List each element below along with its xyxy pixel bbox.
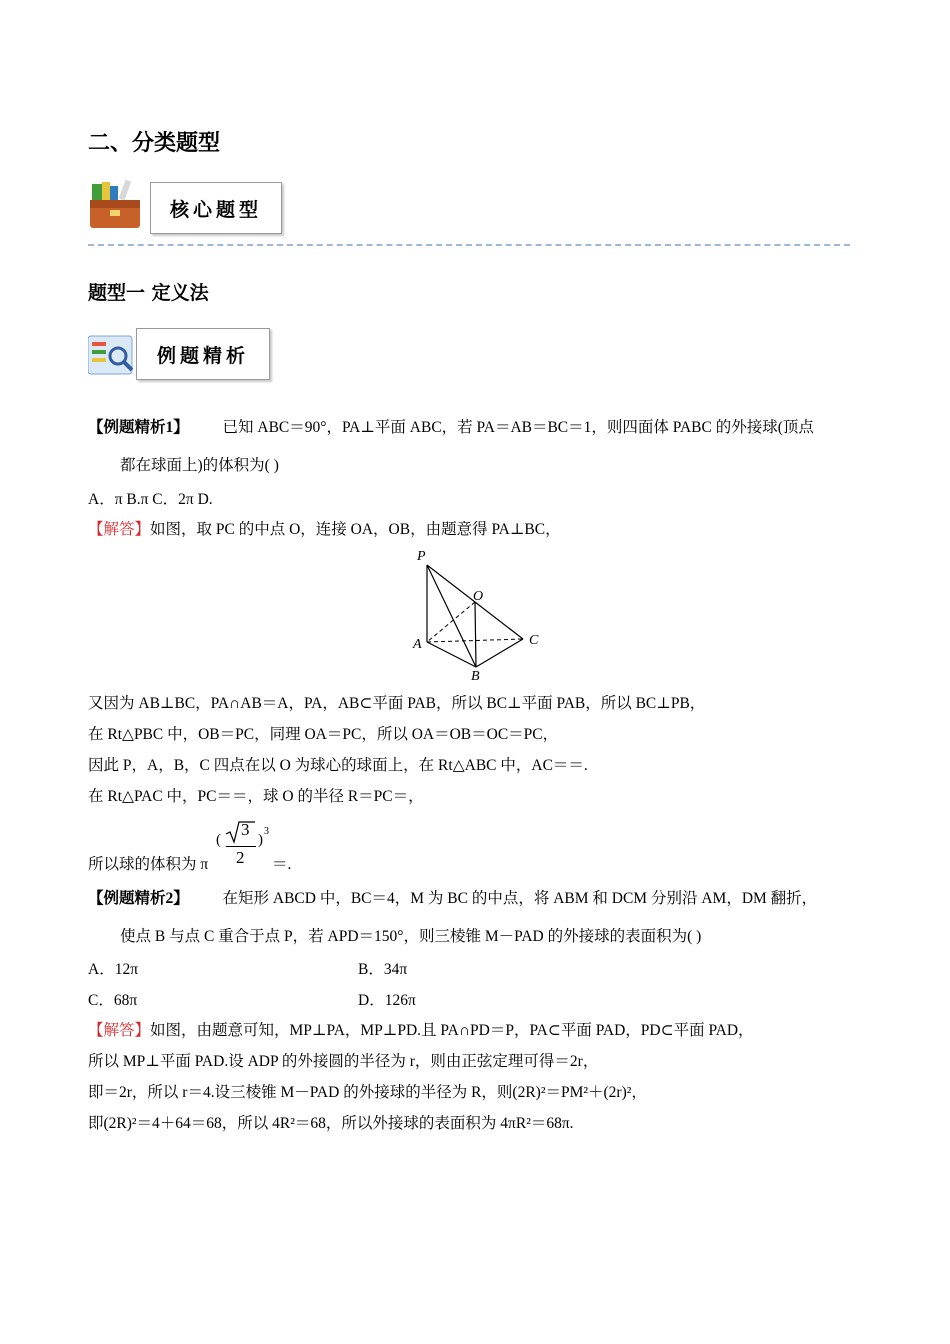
ex1-question-line1: 已知 ABC＝90°，PA⊥平面 ABC，若 PA＝AB＝BC＝1，则四面体 PABC 的外接球(顶点 (222, 419, 814, 436)
ex2-option-a: A．12π (88, 961, 139, 978)
ex1-label: 【例题精析1】 (88, 419, 189, 436)
ex1-sol2: 又因为 AB⊥BC，PA∩AB＝A，PA，AB⊂平面 PAB，所以 BC⊥平面 PAB，所以 BC⊥PB， (88, 695, 706, 712)
ex2-option-b: B．34π (358, 961, 408, 978)
ex2-line1 (88, 889, 817, 909)
type-title: 题型一 定义法 (88, 282, 209, 304)
fraction-numerator: 3 (241, 820, 250, 839)
ex2-sol3: 即＝2r，所以 r＝4.设三棱锥 M－PAD 的外接球的半径为 R，则(2R)²＝PM²＋(2r)²， (88, 1084, 647, 1101)
ex1-answer-label: 【解答】 (88, 521, 151, 538)
fraction-bar (226, 846, 256, 847)
ex2-sol4: 即(2R)²＝4＋64＝68，所以 4R²＝68，所以外接球的表面积为 4πR²＝68π. (88, 1115, 574, 1132)
ex1-fraction (214, 818, 274, 872)
edge-ab (427, 642, 476, 667)
ex1-sol1-line (88, 520, 561, 540)
dashed-divider (88, 244, 850, 246)
label-b: B (471, 669, 480, 684)
ex2-sol1-line (88, 1021, 754, 1041)
edge-bc (476, 639, 523, 667)
right-paren: ) (258, 832, 263, 848)
ex1-sol3: 在 Rt△PBC 中，OB＝PC，同理 OA＝PC，所以 OA＝OB＝OC＝PC， (88, 726, 559, 743)
ex2-sol2: 所以 MP⊥平面 PAD.设 ADP 的外接圆的半径为 r，则由正弦定理可得＝2r， (88, 1053, 599, 1070)
core-type-tag (150, 182, 282, 234)
sqrt-icon (224, 820, 256, 844)
ex1-sol5: 在 Rt△PAC 中，PC＝＝，球 O 的半径 R＝PC＝， (88, 788, 424, 805)
edge-pb (427, 565, 476, 667)
left-paren: ( (216, 832, 221, 848)
ex2-question-line2: 使点 B 与点 C 重合于点 P，若 APD＝150°，则三棱锥 M－PAD 的外接球的表面积为( ) (120, 928, 702, 945)
core-type-icon (88, 180, 144, 232)
tetrahedron-figure (405, 545, 550, 685)
label-c: C (529, 633, 539, 648)
ex2-question-line1: 在矩形 ABCD 中，BC＝4，M 为 BC 的中点，将 ABM 和 DCM 分别沿 AM，DM 翻折， (222, 890, 818, 907)
ex2-label: 【例题精析2】 (88, 890, 189, 907)
fraction-exponent: 3 (264, 826, 269, 837)
ex1-options: A．π B.π C．2π D. (88, 491, 213, 508)
ex2-answer-label: 【解答】 (88, 1022, 151, 1039)
label-p: P (417, 549, 426, 564)
edge-oa-dashed (427, 602, 475, 642)
example-analysis-tag-label: 例题精析 (156, 344, 249, 367)
example-analysis-tag (136, 328, 270, 380)
fraction-denominator: 2 (236, 848, 245, 867)
ex2-sol1: 如图，由题意可知，MP⊥PA，MP⊥PD.且 PA∩PD＝P，PA⊂平面 PAD，PD⊂平面 PAD， (150, 1022, 754, 1039)
label-a: A (413, 637, 422, 652)
example-analysis-icon (88, 334, 136, 378)
ex1-sol4: 因此 P，A，B，C 四点在以 O 为球心的球面上，在 Rt△ABC 中，AC＝＝. (88, 757, 588, 774)
edge-ob (475, 602, 476, 667)
ex1-sol1: 如图，取 PC 的中点 O，连接 OA，OB，由题意得 PA⊥BC， (150, 521, 561, 538)
ex1-line1 (88, 418, 814, 438)
core-type-tag-label: 核心题型 (169, 198, 262, 221)
ex1-sol6-prefix: 所以球的体积为 π (88, 856, 209, 873)
ex2-option-d: D．126π (358, 992, 416, 1009)
ex2-option-c: C．68π (88, 992, 138, 1009)
label-o: O (473, 589, 484, 604)
ex1-question-line2: 都在球面上)的体积为( ) (120, 457, 279, 474)
ex1-sol6-suffix: ＝. (272, 856, 292, 873)
section-title: 二、分类题型 (88, 131, 221, 156)
